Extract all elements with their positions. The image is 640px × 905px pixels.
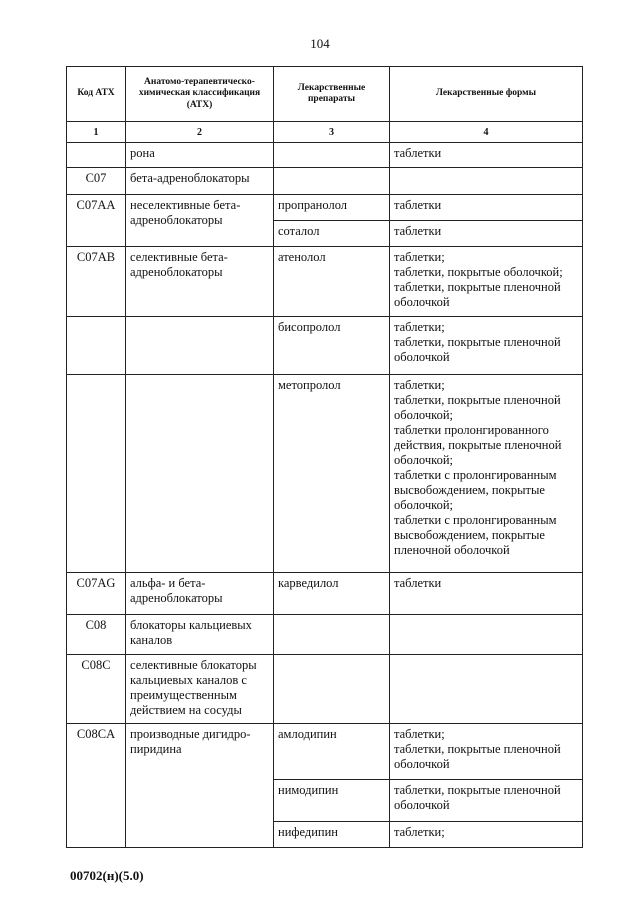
atc-code bbox=[67, 143, 126, 168]
dosage-forms: таблетки; таблетки, покрытые пленочной оболочкой bbox=[390, 317, 583, 375]
atc-classification: неселективные бета- адреноблокаторы bbox=[126, 195, 274, 247]
drug-name bbox=[274, 655, 390, 724]
dosage-forms: таблетки; таблетки, покрытые пленочной оболочкой bbox=[390, 724, 583, 780]
atc-classification: альфа- и бета- адреноблокаторы bbox=[126, 573, 274, 615]
atc-code: C08CA bbox=[67, 724, 126, 848]
atc-classification: производные дигидро- пиридина bbox=[126, 724, 274, 848]
header-forms: Лекарственные формы bbox=[390, 67, 583, 122]
atc-code: C07AA bbox=[67, 195, 126, 247]
dosage-forms bbox=[390, 168, 583, 195]
atc-classification: бета-адреноблокаторы bbox=[126, 168, 274, 195]
drug-name: соталол bbox=[274, 221, 390, 247]
drug-name: метопролол bbox=[274, 375, 390, 573]
column-number: 1 bbox=[67, 122, 126, 143]
column-number: 2 bbox=[126, 122, 274, 143]
table-row bbox=[67, 247, 583, 317]
dosage-forms: таблетки bbox=[390, 221, 583, 247]
dosage-forms: таблетки; bbox=[390, 822, 583, 848]
table-row bbox=[67, 317, 583, 375]
drug-name: пропранолол bbox=[274, 195, 390, 221]
document-code: 00702(н)(5.0) bbox=[70, 868, 144, 883]
table-row bbox=[67, 724, 583, 780]
drug-name: карведилол bbox=[274, 573, 390, 615]
drug-name: нифедипин bbox=[274, 822, 390, 848]
drug-name: нимодипин bbox=[274, 780, 390, 822]
atc-classification-table bbox=[66, 66, 583, 848]
drug-name bbox=[274, 143, 390, 168]
table-row bbox=[67, 573, 583, 615]
header-drugs: Лекарственные препараты bbox=[274, 67, 390, 122]
header-code: Код АТХ bbox=[67, 67, 126, 122]
dosage-forms: таблетки bbox=[390, 195, 583, 221]
table-row bbox=[67, 655, 583, 724]
atc-classification: селективные бета- адреноблокаторы bbox=[126, 247, 274, 317]
drug-name: амлодипин bbox=[274, 724, 390, 780]
atc-classification bbox=[126, 375, 274, 573]
atc-classification: блокаторы кальциевых каналов bbox=[126, 615, 274, 655]
atc-classification: селективные блокаторы кальциевых каналов с преимущественным действием на сосуды bbox=[126, 655, 274, 724]
column-number: 3 bbox=[274, 122, 390, 143]
table-row bbox=[67, 168, 583, 195]
dosage-forms: таблетки; таблетки, покрытые пленочной оболочкой; таблетки пролонгированного действия, покрытые пленочной оболочкой; таблетки с пролонгированным высвобождением, покрытые оболочкой; таблетки с пролонгированным высвобождением, покрытые пленочной оболочкой bbox=[390, 375, 583, 573]
atc-code: C07AG bbox=[67, 573, 126, 615]
column-number-row bbox=[67, 122, 583, 143]
dosage-forms: таблетки bbox=[390, 143, 583, 168]
column-number: 4 bbox=[390, 122, 583, 143]
header-classification: Анатомо-терапевтическо-химическая классификация (АТХ) bbox=[126, 67, 274, 122]
atc-code: C08 bbox=[67, 615, 126, 655]
table-row bbox=[67, 375, 583, 573]
atc-code: C08C bbox=[67, 655, 126, 724]
drug-name: атенолол bbox=[274, 247, 390, 317]
dosage-forms: таблетки, покрытые пленочной оболочкой bbox=[390, 780, 583, 822]
dosage-forms: таблетки; таблетки, покрытые оболочкой; таблетки, покрытые пленочной оболочкой bbox=[390, 247, 583, 317]
dosage-forms bbox=[390, 655, 583, 724]
page-number: 104 bbox=[310, 36, 330, 51]
dosage-forms bbox=[390, 615, 583, 655]
dosage-forms: таблетки bbox=[390, 573, 583, 615]
table-row bbox=[67, 143, 583, 168]
atc-code: C07 bbox=[67, 168, 126, 195]
table-row bbox=[67, 615, 583, 655]
atc-code: C07AB bbox=[67, 247, 126, 317]
table-row bbox=[67, 195, 583, 221]
drug-name bbox=[274, 168, 390, 195]
atc-classification bbox=[126, 317, 274, 375]
table-header-row bbox=[67, 67, 583, 122]
atc-code bbox=[67, 317, 126, 375]
drug-name: бисопролол bbox=[274, 317, 390, 375]
atc-code bbox=[67, 375, 126, 573]
atc-classification: рона bbox=[126, 143, 274, 168]
drug-name bbox=[274, 615, 390, 655]
